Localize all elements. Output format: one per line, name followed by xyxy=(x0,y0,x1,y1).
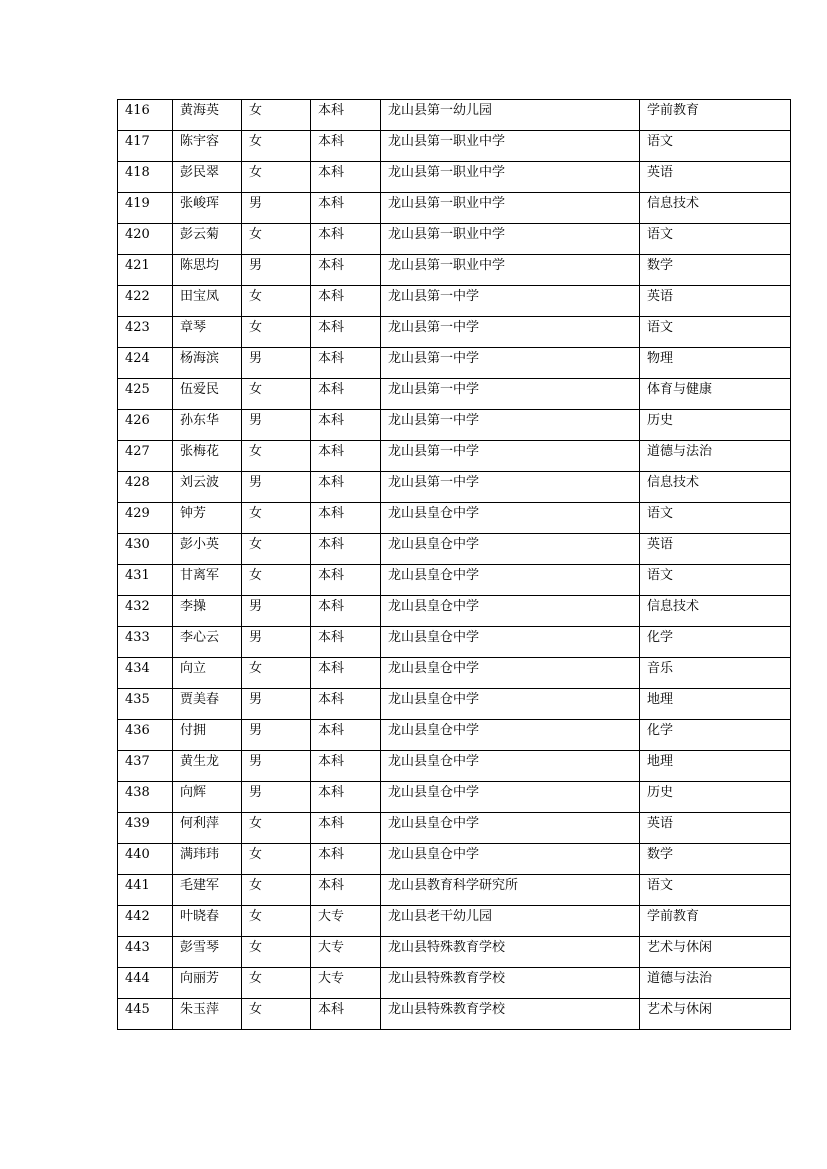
row-number-cell: 442 xyxy=(118,906,173,937)
education-cell: 本科 xyxy=(311,658,381,689)
school-cell: 龙山县皇仓中学 xyxy=(381,658,640,689)
school-cell: 龙山县特殊教育学校 xyxy=(381,968,640,999)
table-row xyxy=(118,875,791,906)
table-row xyxy=(118,317,791,348)
subject-cell: 英语 xyxy=(640,813,791,844)
row-number-cell: 418 xyxy=(118,162,173,193)
gender-cell: 男 xyxy=(242,751,311,782)
row-number-cell: 420 xyxy=(118,224,173,255)
table-row xyxy=(118,503,791,534)
gender-cell: 女 xyxy=(242,224,311,255)
gender-cell: 女 xyxy=(242,844,311,875)
teacher-name-cell: 彭云菊 xyxy=(173,224,242,255)
row-number-cell: 433 xyxy=(118,627,173,658)
subject-cell: 语文 xyxy=(640,565,791,596)
subject-cell: 语文 xyxy=(640,131,791,162)
education-cell: 本科 xyxy=(311,689,381,720)
subject-cell: 音乐 xyxy=(640,658,791,689)
school-cell: 龙山县第一职业中学 xyxy=(381,224,640,255)
school-cell: 龙山县第一中学 xyxy=(381,410,640,441)
school-cell: 龙山县老干幼儿园 xyxy=(381,906,640,937)
teacher-name-cell: 陈宇容 xyxy=(173,131,242,162)
education-cell: 本科 xyxy=(311,317,381,348)
gender-cell: 男 xyxy=(242,689,311,720)
teacher-name-cell: 陈思均 xyxy=(173,255,242,286)
education-cell: 本科 xyxy=(311,224,381,255)
teacher-name-cell: 付拥 xyxy=(173,720,242,751)
teacher-name-cell: 彭小英 xyxy=(173,534,242,565)
row-number-cell: 421 xyxy=(118,255,173,286)
row-number-cell: 444 xyxy=(118,968,173,999)
row-number-cell: 434 xyxy=(118,658,173,689)
subject-cell: 学前教育 xyxy=(640,906,791,937)
school-cell: 龙山县特殊教育学校 xyxy=(381,937,640,968)
subject-cell: 语文 xyxy=(640,317,791,348)
school-cell: 龙山县皇仓中学 xyxy=(381,596,640,627)
teacher-name-cell: 甘离军 xyxy=(173,565,242,596)
school-cell: 龙山县皇仓中学 xyxy=(381,689,640,720)
table-row xyxy=(118,844,791,875)
teacher-name-cell: 刘云波 xyxy=(173,472,242,503)
table-row xyxy=(118,255,791,286)
table-row xyxy=(118,627,791,658)
teacher-name-cell: 叶晓春 xyxy=(173,906,242,937)
education-cell: 大专 xyxy=(311,906,381,937)
gender-cell: 女 xyxy=(242,441,311,472)
subject-cell: 艺术与休闲 xyxy=(640,937,791,968)
table-row xyxy=(118,906,791,937)
school-cell: 龙山县皇仓中学 xyxy=(381,503,640,534)
teacher-name-cell: 向立 xyxy=(173,658,242,689)
subject-cell: 历史 xyxy=(640,410,791,441)
school-cell: 龙山县第一中学 xyxy=(381,286,640,317)
subject-cell: 历史 xyxy=(640,782,791,813)
school-cell: 龙山县皇仓中学 xyxy=(381,813,640,844)
table-row xyxy=(118,162,791,193)
gender-cell: 男 xyxy=(242,410,311,441)
school-cell: 龙山县第一职业中学 xyxy=(381,255,640,286)
gender-cell: 男 xyxy=(242,782,311,813)
education-cell: 本科 xyxy=(311,100,381,131)
gender-cell: 男 xyxy=(242,720,311,751)
school-cell: 龙山县皇仓中学 xyxy=(381,565,640,596)
subject-cell: 地理 xyxy=(640,751,791,782)
school-cell: 龙山县皇仓中学 xyxy=(381,751,640,782)
school-cell: 龙山县第一职业中学 xyxy=(381,162,640,193)
table-row xyxy=(118,286,791,317)
table-row xyxy=(118,534,791,565)
school-cell: 龙山县皇仓中学 xyxy=(381,782,640,813)
row-number-cell: 435 xyxy=(118,689,173,720)
row-number-cell: 432 xyxy=(118,596,173,627)
gender-cell: 女 xyxy=(242,813,311,844)
gender-cell: 女 xyxy=(242,658,311,689)
teacher-name-cell: 杨海滨 xyxy=(173,348,242,379)
gender-cell: 男 xyxy=(242,348,311,379)
subject-cell: 信息技术 xyxy=(640,193,791,224)
row-number-cell: 419 xyxy=(118,193,173,224)
subject-cell: 信息技术 xyxy=(640,596,791,627)
row-number-cell: 425 xyxy=(118,379,173,410)
school-cell: 龙山县第一职业中学 xyxy=(381,193,640,224)
row-number-cell: 437 xyxy=(118,751,173,782)
row-number-cell: 436 xyxy=(118,720,173,751)
teacher-name-cell: 孙东华 xyxy=(173,410,242,441)
education-cell: 本科 xyxy=(311,286,381,317)
subject-cell: 道德与法治 xyxy=(640,968,791,999)
row-number-cell: 445 xyxy=(118,999,173,1030)
row-number-cell: 431 xyxy=(118,565,173,596)
roster-table xyxy=(117,99,791,1030)
education-cell: 本科 xyxy=(311,472,381,503)
row-number-cell: 441 xyxy=(118,875,173,906)
education-cell: 本科 xyxy=(311,596,381,627)
school-cell: 龙山县皇仓中学 xyxy=(381,844,640,875)
table-row xyxy=(118,348,791,379)
row-number-cell: 430 xyxy=(118,534,173,565)
table-row xyxy=(118,410,791,441)
gender-cell: 男 xyxy=(242,193,311,224)
subject-cell: 地理 xyxy=(640,689,791,720)
school-cell: 龙山县第一中学 xyxy=(381,441,640,472)
education-cell: 本科 xyxy=(311,720,381,751)
education-cell: 本科 xyxy=(311,162,381,193)
table-row xyxy=(118,658,791,689)
education-cell: 本科 xyxy=(311,627,381,658)
school-cell: 龙山县第一职业中学 xyxy=(381,131,640,162)
teacher-name-cell: 何利萍 xyxy=(173,813,242,844)
subject-cell: 物理 xyxy=(640,348,791,379)
subject-cell: 体育与健康 xyxy=(640,379,791,410)
table-row xyxy=(118,596,791,627)
teacher-name-cell: 李操 xyxy=(173,596,242,627)
table-row xyxy=(118,999,791,1030)
teacher-name-cell: 满玮玮 xyxy=(173,844,242,875)
education-cell: 本科 xyxy=(311,844,381,875)
education-cell: 本科 xyxy=(311,875,381,906)
row-number-cell: 427 xyxy=(118,441,173,472)
teacher-name-cell: 钟芳 xyxy=(173,503,242,534)
row-number-cell: 438 xyxy=(118,782,173,813)
education-cell: 本科 xyxy=(311,782,381,813)
gender-cell: 女 xyxy=(242,379,311,410)
gender-cell: 男 xyxy=(242,627,311,658)
gender-cell: 女 xyxy=(242,286,311,317)
education-cell: 本科 xyxy=(311,534,381,565)
teacher-name-cell: 贾美春 xyxy=(173,689,242,720)
teacher-name-cell: 伍爱民 xyxy=(173,379,242,410)
table-row xyxy=(118,472,791,503)
row-number-cell: 417 xyxy=(118,131,173,162)
school-cell: 龙山县第一中学 xyxy=(381,472,640,503)
row-number-cell: 440 xyxy=(118,844,173,875)
subject-cell: 语文 xyxy=(640,224,791,255)
row-number-cell: 416 xyxy=(118,100,173,131)
row-number-cell: 439 xyxy=(118,813,173,844)
row-number-cell: 428 xyxy=(118,472,173,503)
gender-cell: 女 xyxy=(242,875,311,906)
education-cell: 本科 xyxy=(311,565,381,596)
teacher-name-cell: 黄生龙 xyxy=(173,751,242,782)
education-cell: 本科 xyxy=(311,503,381,534)
education-cell: 大专 xyxy=(311,968,381,999)
subject-cell: 英语 xyxy=(640,286,791,317)
gender-cell: 女 xyxy=(242,565,311,596)
subject-cell: 数学 xyxy=(640,844,791,875)
gender-cell: 女 xyxy=(242,162,311,193)
school-cell: 龙山县皇仓中学 xyxy=(381,534,640,565)
subject-cell: 英语 xyxy=(640,534,791,565)
table-row xyxy=(118,689,791,720)
gender-cell: 女 xyxy=(242,100,311,131)
education-cell: 本科 xyxy=(311,410,381,441)
subject-cell: 语文 xyxy=(640,503,791,534)
teacher-name-cell: 毛建军 xyxy=(173,875,242,906)
education-cell: 本科 xyxy=(311,348,381,379)
teacher-name-cell: 章琴 xyxy=(173,317,242,348)
table-row xyxy=(118,968,791,999)
row-number-cell: 429 xyxy=(118,503,173,534)
school-cell: 龙山县第一中学 xyxy=(381,379,640,410)
row-number-cell: 443 xyxy=(118,937,173,968)
teacher-name-cell: 张梅花 xyxy=(173,441,242,472)
table-row xyxy=(118,720,791,751)
gender-cell: 女 xyxy=(242,503,311,534)
teacher-name-cell: 黄海英 xyxy=(173,100,242,131)
gender-cell: 女 xyxy=(242,534,311,565)
subject-cell: 艺术与休闲 xyxy=(640,999,791,1030)
table-row xyxy=(118,193,791,224)
subject-cell: 化学 xyxy=(640,720,791,751)
table-row xyxy=(118,751,791,782)
gender-cell: 女 xyxy=(242,937,311,968)
teacher-name-cell: 田宝凤 xyxy=(173,286,242,317)
gender-cell: 男 xyxy=(242,596,311,627)
table-row xyxy=(118,782,791,813)
teacher-name-cell: 朱玉萍 xyxy=(173,999,242,1030)
gender-cell: 女 xyxy=(242,131,311,162)
school-cell: 龙山县皇仓中学 xyxy=(381,627,640,658)
teacher-name-cell: 张峻珲 xyxy=(173,193,242,224)
education-cell: 本科 xyxy=(311,999,381,1030)
school-cell: 龙山县皇仓中学 xyxy=(381,720,640,751)
education-cell: 大专 xyxy=(311,937,381,968)
gender-cell: 女 xyxy=(242,999,311,1030)
subject-cell: 学前教育 xyxy=(640,100,791,131)
subject-cell: 道德与法治 xyxy=(640,441,791,472)
school-cell: 龙山县第一幼儿园 xyxy=(381,100,640,131)
education-cell: 本科 xyxy=(311,255,381,286)
table-row xyxy=(118,224,791,255)
teacher-name-cell: 向辉 xyxy=(173,782,242,813)
table-row xyxy=(118,441,791,472)
education-cell: 本科 xyxy=(311,813,381,844)
school-cell: 龙山县第一中学 xyxy=(381,348,640,379)
table-row xyxy=(118,100,791,131)
gender-cell: 女 xyxy=(242,968,311,999)
table-row xyxy=(118,131,791,162)
subject-cell: 语文 xyxy=(640,875,791,906)
education-cell: 本科 xyxy=(311,751,381,782)
education-cell: 本科 xyxy=(311,379,381,410)
table-row xyxy=(118,565,791,596)
school-cell: 龙山县教育科学研究所 xyxy=(381,875,640,906)
table-row xyxy=(118,813,791,844)
row-number-cell: 426 xyxy=(118,410,173,441)
row-number-cell: 422 xyxy=(118,286,173,317)
education-cell: 本科 xyxy=(311,193,381,224)
subject-cell: 英语 xyxy=(640,162,791,193)
gender-cell: 女 xyxy=(242,317,311,348)
row-number-cell: 424 xyxy=(118,348,173,379)
subject-cell: 化学 xyxy=(640,627,791,658)
school-cell: 龙山县特殊教育学校 xyxy=(381,999,640,1030)
gender-cell: 女 xyxy=(242,906,311,937)
teacher-name-cell: 彭雪琴 xyxy=(173,937,242,968)
school-cell: 龙山县第一中学 xyxy=(381,317,640,348)
table-row xyxy=(118,937,791,968)
subject-cell: 信息技术 xyxy=(640,472,791,503)
row-number-cell: 423 xyxy=(118,317,173,348)
teacher-name-cell: 向丽芳 xyxy=(173,968,242,999)
gender-cell: 男 xyxy=(242,255,311,286)
teacher-name-cell: 李心云 xyxy=(173,627,242,658)
subject-cell: 数学 xyxy=(640,255,791,286)
gender-cell: 男 xyxy=(242,472,311,503)
table-row xyxy=(118,379,791,410)
education-cell: 本科 xyxy=(311,131,381,162)
education-cell: 本科 xyxy=(311,441,381,472)
teacher-name-cell: 彭民翠 xyxy=(173,162,242,193)
roster-body xyxy=(118,100,791,1030)
